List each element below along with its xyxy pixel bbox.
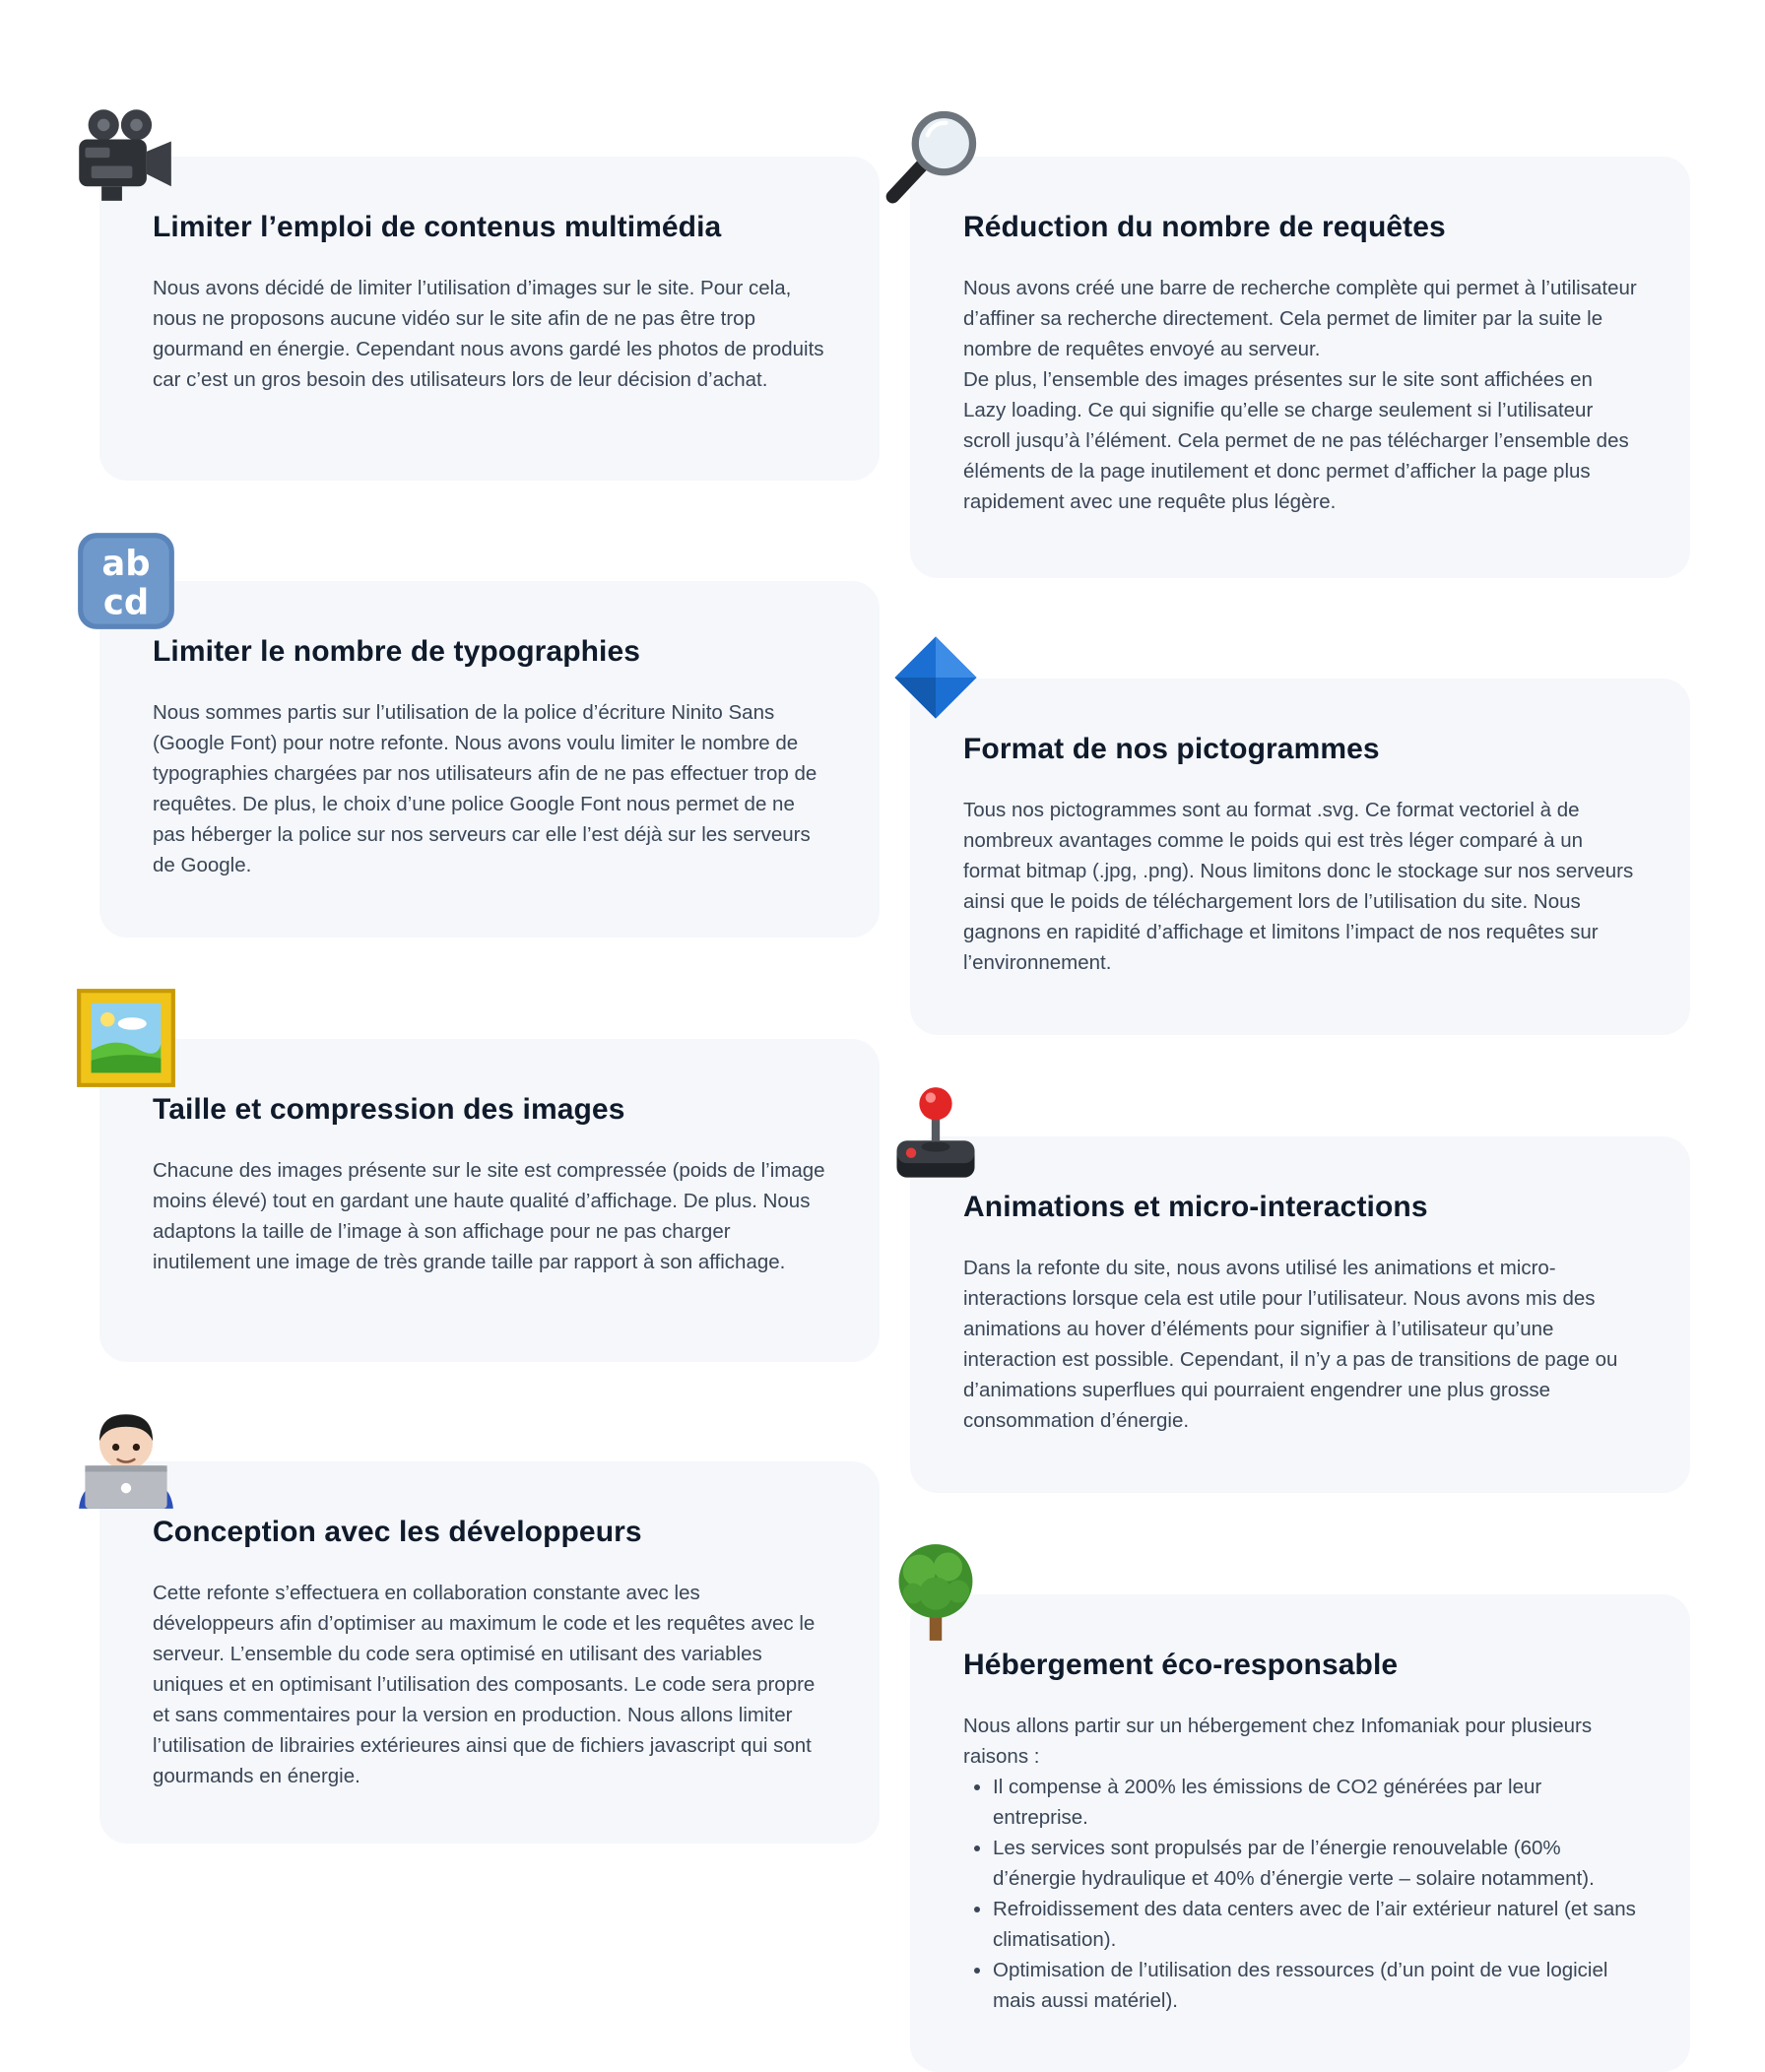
tree-icon bbox=[884, 1540, 987, 1643]
card-multimedia bbox=[99, 157, 880, 481]
card-title: Réduction du nombre de requêtes bbox=[963, 211, 1446, 243]
card-body-continued: De plus, l’ensemble des images présentes sur le site sont affichées en Lazy loading. Ce qui signifie qu’elle se charge seulement si l’utilisateur scroll jusqu’à l’élément. Cela permet de ne pas télécharger l’ensemble des éléments de la page inutilement et donc permet d’afficher la page plus rapidement avec une requête plus légère. bbox=[963, 368, 1629, 513]
abcd-letters-icon bbox=[75, 530, 177, 632]
card-pictograms bbox=[910, 679, 1690, 1035]
card-developers bbox=[99, 1461, 880, 1844]
card-body: Chacune des images présente sur le site est compressée (poids de l’image moins élevé) tout en gardant une haute qualité d’affichage. De plus. Nous adaptons la taille de l’image à son affichage pour ne pas charger inutilement une image de très grande taille par rapport à son affichage. bbox=[153, 1159, 825, 1273]
card-body: Dans la refonte du site, nous avons utilisé les animations et micro-interactions lorsque cela est utile pour l’utilisateur. Nous avons mis des animations au hover d’éléments pour signifier à l’utilisateur qu’une interaction est possible. Cependant, il n’y a pas de transitions de page ou d’animations superflues qui pourraient engendrer une plus grosse consommation d’énergie. bbox=[963, 1257, 1618, 1432]
card-requests bbox=[910, 157, 1690, 578]
card-animations bbox=[910, 1136, 1690, 1493]
card-title: Conception avec les développeurs bbox=[153, 1516, 642, 1548]
magnifying-glass-icon bbox=[882, 102, 985, 205]
card-body: Cette refonte s’effectuera en collaboration constante avec les développeurs afin d’optimiser au maximum le code et les requêtes avec le serveur. L’ensemble du code sera optimisé en utilisant des variables uniques et en optimisant l’utilisation des composants. Le code sera propre et sans commentaires pour la version en production. Nous allons limiter l’utilisation de librairies extérieures ainsi que de fichiers javascript qui sont gourmands en énergie. bbox=[153, 1582, 816, 1787]
icon-text-top: ab bbox=[101, 543, 151, 584]
blue-diamond-icon bbox=[884, 626, 987, 729]
card-body: Nous allons partir sur un hébergement chez Infomaniak pour plusieurs raisons : bbox=[963, 1715, 1593, 1768]
movie-camera-icon bbox=[73, 102, 175, 205]
list-item: • Optimisation de l’utilisation des ressources (d’un point de vue logiciel mais aussi matériel). bbox=[993, 1955, 1637, 2016]
card-title: Format de nos pictogrammes bbox=[963, 733, 1380, 765]
framed-picture-icon bbox=[75, 987, 177, 1089]
card-title: Hébergement éco-responsable bbox=[963, 1649, 1399, 1681]
card-images bbox=[99, 1039, 880, 1362]
list-item: • Refroidissement des data centers avec de l’air extérieur naturel (et sans climatisation). bbox=[993, 1894, 1637, 1955]
card-title: Limiter l’emploi de contenus multimédia bbox=[153, 211, 722, 243]
technologist-icon bbox=[75, 1408, 177, 1511]
joystick-icon bbox=[884, 1083, 987, 1186]
card-title: Taille et compression des images bbox=[153, 1093, 625, 1126]
card-title: Animations et micro-interactions bbox=[963, 1191, 1428, 1223]
list-item: • Les services sont propulsés par de l’énergie renouvelable (60% d’énergie hydraulique et 40% d’énergie verte – solaire notamment). bbox=[993, 1833, 1637, 1894]
card-body: Nous avons décidé de limiter l’utilisation d’images sur le site. Pour cela, nous ne proposons aucune vidéo sur le site afin de ne pas être trop gourmand en énergie. Cependant nous avons gardé les photos de produits car c’est un gros besoin des utilisateurs lors de leur décision d’achat. bbox=[153, 277, 824, 391]
card-typography bbox=[99, 581, 880, 938]
card-body: Nous avons créé une barre de recherche complète qui permet à l’utilisateur d’affiner sa recherche directement. Cela permet de limiter par la suite le nombre de requêtes envoyé au serveur. bbox=[963, 277, 1637, 360]
hosting-reasons-list bbox=[963, 1772, 1637, 2016]
list-item: • Il compense à 200% les émissions de CO2 générées par leur entreprise. bbox=[993, 1772, 1637, 1833]
card-hosting bbox=[910, 1594, 1690, 2072]
icon-text-bottom: cd bbox=[102, 582, 150, 623]
card-body: Nous sommes partis sur l’utilisation de la police d’écriture Ninito Sans (Google Font) pour notre refonte. Nous avons voulu limiter le nombre de typographies chargées par nos utilisateurs afin de ne pas effectuer trop de requêtes. De plus, le choix d’une police Google Font nous permet de ne pas héberger la police sur nos serveurs car elle l’est déjà sur les serveurs de Google. bbox=[153, 701, 817, 876]
card-body: Tous nos pictogrammes sont au format .svg. Ce format vectoriel à de nombreux avantages comme le poids qui est très léger comparé à un format bitmap (.jpg, .png). Nous limitons donc le stockage sur nos serveurs ainsi que le poids de téléchargement lors de l’utilisation du site. Nous gagnons en rapidité d’affichage et limitons l’impact de nos requêtes sur l’environnement. bbox=[963, 799, 1634, 974]
card-title: Limiter le nombre de typographies bbox=[153, 635, 641, 668]
